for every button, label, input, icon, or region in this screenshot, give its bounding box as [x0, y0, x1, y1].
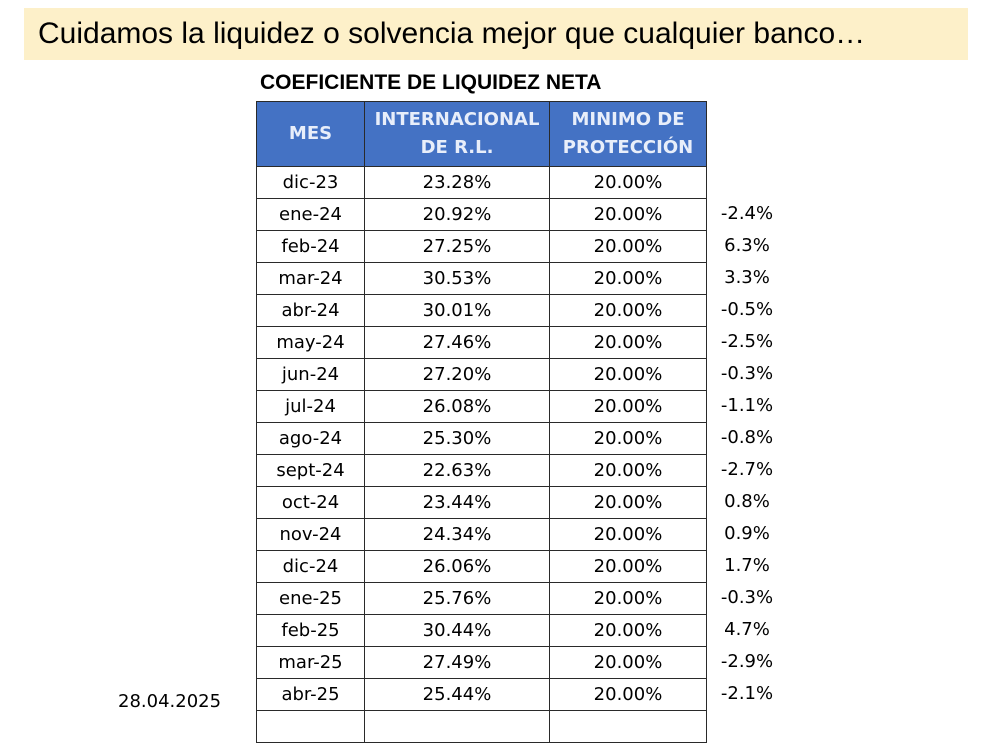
variation-value: 1.7% — [724, 555, 770, 576]
cell-minimo: 20.00% — [550, 327, 707, 359]
cell-mes: dic-23 — [257, 167, 365, 199]
cell-internacional: 27.46% — [365, 327, 550, 359]
cell-mes: abr-25 — [257, 679, 365, 711]
table-row — [257, 327, 707, 359]
cell-minimo: 20.00% — [550, 391, 707, 423]
cell-mes: oct-24 — [257, 487, 365, 519]
cell-internacional: 27.25% — [365, 231, 550, 263]
cell-internacional: 23.44% — [365, 487, 550, 519]
cell-minimo: 20.00% — [550, 519, 707, 551]
empty-cell — [365, 711, 550, 743]
cell-minimo: 20.00% — [550, 583, 707, 615]
cell-internacional: 20.92% — [365, 199, 550, 231]
cell-minimo: 20.00% — [550, 455, 707, 487]
cell-internacional: 25.76% — [365, 583, 550, 615]
banner-title: Cuidamos la liquidez o solvencia mejor que cualquier banco… — [38, 17, 866, 50]
variation-value: -0.3% — [720, 363, 774, 384]
header-mes: MES — [257, 102, 365, 167]
cell-mes: sept-24 — [257, 455, 365, 487]
cell-mes: dic-24 — [257, 551, 365, 583]
cell-mes: mar-25 — [257, 647, 365, 679]
cell-internacional: 26.08% — [365, 391, 550, 423]
cell-internacional: 27.49% — [365, 647, 550, 679]
empty-cell — [550, 711, 707, 743]
cell-minimo: 20.00% — [550, 647, 707, 679]
liquidity-table — [256, 101, 707, 743]
table-row — [257, 263, 707, 295]
cell-internacional: 30.44% — [365, 615, 550, 647]
title-banner — [24, 8, 968, 60]
cell-mes: abr-24 — [257, 295, 365, 327]
cell-minimo: 20.00% — [550, 167, 707, 199]
cell-internacional: 22.63% — [365, 455, 550, 487]
cell-mes: feb-24 — [257, 231, 365, 263]
cell-minimo: 20.00% — [550, 231, 707, 263]
cell-internacional: 24.34% — [365, 519, 550, 551]
table-row — [257, 391, 707, 423]
variation-value: -2.5% — [720, 331, 774, 352]
table-row — [257, 647, 707, 679]
cell-internacional: 30.53% — [365, 263, 550, 295]
cell-minimo: 20.00% — [550, 295, 707, 327]
cell-mes: jun-24 — [257, 359, 365, 391]
cell-mes: jul-24 — [257, 391, 365, 423]
cell-minimo: 20.00% — [550, 359, 707, 391]
variation-value: -2.1% — [720, 683, 774, 704]
cell-internacional: 25.30% — [365, 423, 550, 455]
table-row — [257, 583, 707, 615]
cell-minimo: 20.00% — [550, 487, 707, 519]
cell-minimo: 20.00% — [550, 423, 707, 455]
cell-internacional: 25.44% — [365, 679, 550, 711]
table-row — [257, 231, 707, 263]
variation-value: 4.7% — [724, 619, 770, 640]
cell-mes: nov-24 — [257, 519, 365, 551]
variation-value: -2.4% — [720, 203, 774, 224]
cell-internacional: 26.06% — [365, 551, 550, 583]
variation-value: 3.3% — [724, 267, 770, 288]
cell-mes: ene-25 — [257, 583, 365, 615]
table-header-row — [257, 102, 707, 167]
table-row — [257, 455, 707, 487]
variation-value: -0.3% — [720, 587, 774, 608]
table-row — [257, 295, 707, 327]
variation-value: 6.3% — [724, 235, 770, 256]
table-row — [257, 679, 707, 711]
table-row — [257, 487, 707, 519]
cell-minimo: 20.00% — [550, 199, 707, 231]
variation-value — [712, 166, 782, 198]
header-minimo: MINIMO DE PROTECCIÓN — [550, 102, 707, 167]
header-internacional: INTERNACIONAL DE R.L. — [365, 102, 550, 167]
cell-minimo: 20.00% — [550, 679, 707, 711]
table-row — [257, 359, 707, 391]
variation-column — [712, 166, 782, 710]
table-title: COEFICIENTE DE LIQUIDEZ NETA — [260, 71, 602, 94]
date-stamp: 28.04.2025 — [118, 691, 222, 712]
cell-mes: ago-24 — [257, 423, 365, 455]
table-row — [257, 167, 707, 199]
cell-minimo: 20.00% — [550, 263, 707, 295]
table-row — [257, 423, 707, 455]
variation-value: 0.8% — [724, 491, 770, 512]
variation-value: -2.7% — [720, 459, 774, 480]
table-row — [257, 551, 707, 583]
cell-internacional: 27.20% — [365, 359, 550, 391]
cell-mes: feb-25 — [257, 615, 365, 647]
variation-value: -1.1% — [720, 395, 774, 416]
cell-mes: mar-24 — [257, 263, 365, 295]
cell-minimo: 20.00% — [550, 615, 707, 647]
variation-value: -0.5% — [720, 299, 774, 320]
variation-value: -0.8% — [720, 427, 774, 448]
cell-internacional: 30.01% — [365, 295, 550, 327]
table-row — [257, 199, 707, 231]
table-row-empty — [257, 711, 707, 743]
empty-cell — [257, 711, 365, 743]
cell-mes: may-24 — [257, 327, 365, 359]
table-row — [257, 615, 707, 647]
cell-mes: ene-24 — [257, 199, 365, 231]
cell-minimo: 20.00% — [550, 551, 707, 583]
variation-value: -2.9% — [720, 651, 774, 672]
cell-internacional: 23.28% — [365, 167, 550, 199]
variation-value: 0.9% — [724, 523, 770, 544]
table-row — [257, 519, 707, 551]
table-body — [257, 167, 707, 743]
